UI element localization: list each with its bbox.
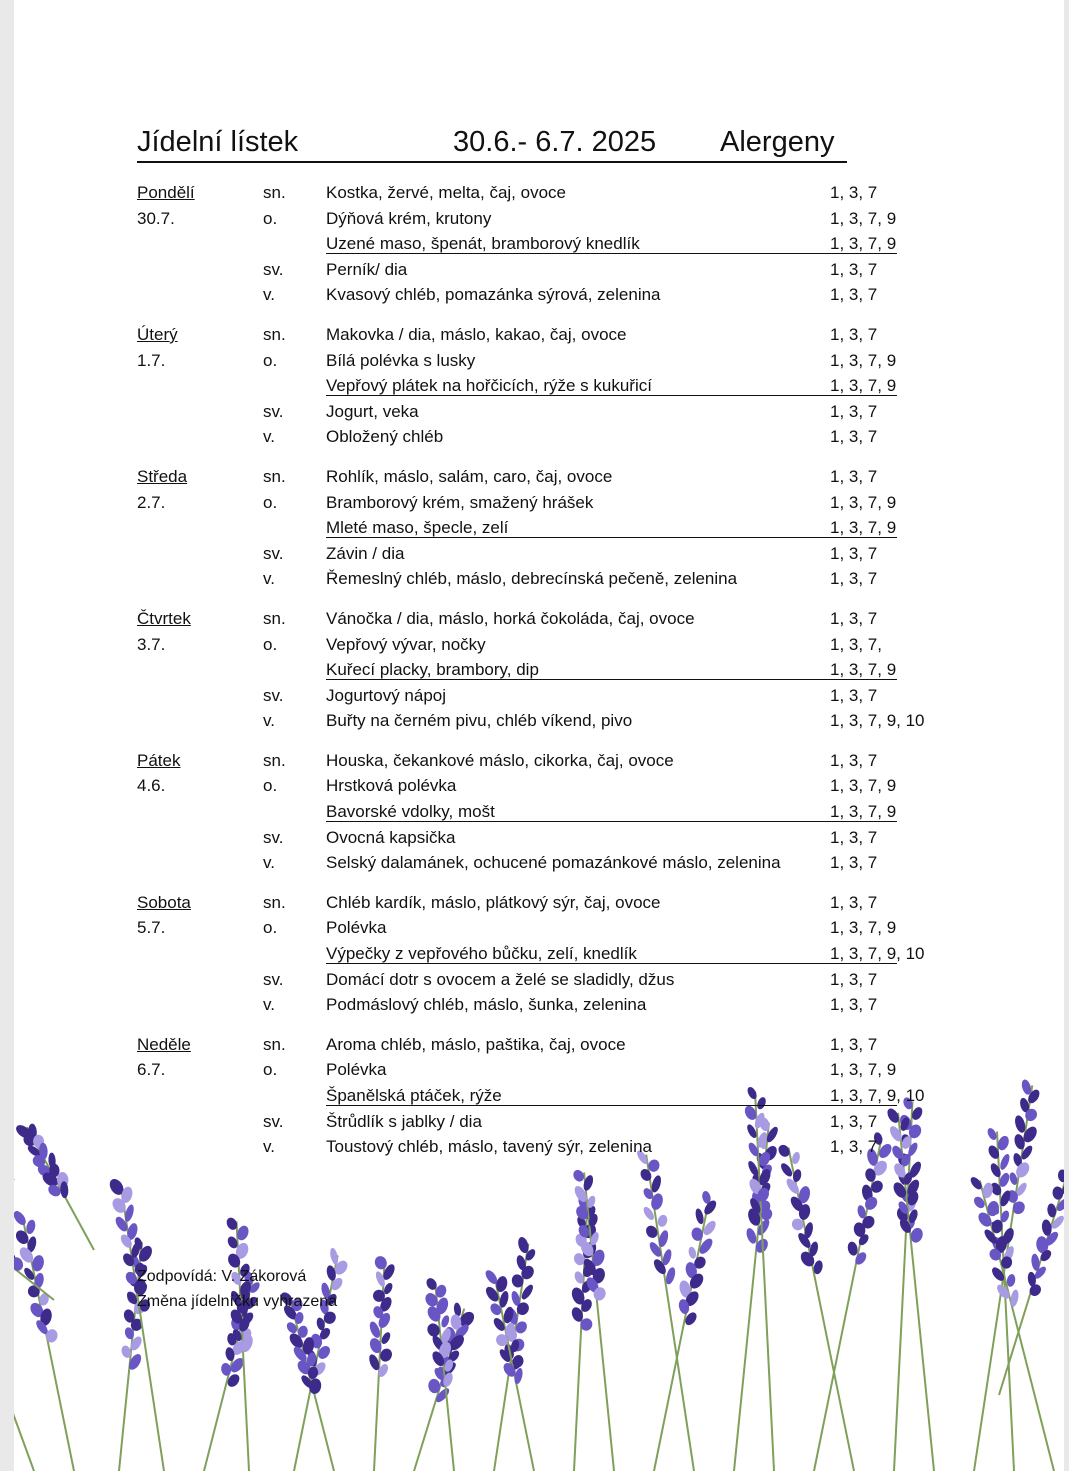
meal-allergens: 1, 3, 7 <box>830 892 878 912</box>
menu-row <box>137 915 1037 941</box>
meal-food: Obložený chléb <box>326 427 444 447</box>
lavender-bud <box>14 1209 28 1227</box>
meal-food: Hrstková polévka <box>326 776 457 796</box>
meal-type: v. <box>263 995 275 1015</box>
meal-allergens: 1, 3, 7, 9 <box>830 802 897 822</box>
lavender-bud <box>1041 1219 1053 1236</box>
meal-type: o. <box>263 208 278 228</box>
meal-allergens: 1, 3, 7 <box>830 285 878 305</box>
meal-allergens: 1, 3, 7, 9, 10 <box>830 1086 925 1105</box>
day-name: Pondělí <box>137 183 195 202</box>
lavender-bud <box>656 1214 668 1228</box>
day-block <box>137 180 1037 308</box>
day-block <box>137 606 1037 734</box>
meal-allergens: 1, 3, 7 <box>830 608 878 628</box>
meal-allergens: 1, 3, 7 <box>830 466 878 486</box>
meal-type: sv. <box>263 543 284 563</box>
menu-row <box>137 515 1037 541</box>
meal-allergens: 1, 3, 7, 9 <box>830 492 897 512</box>
menu-row <box>137 257 1037 283</box>
meal-allergens: 1, 3, 7, 9 <box>830 234 897 254</box>
meal-food: Polévka <box>326 1060 387 1080</box>
meal-type: v. <box>263 853 275 873</box>
meal-food: Vepřový plátek na hořčicích, rýže s kukuřicí <box>326 376 652 396</box>
meal-type: v. <box>263 427 275 447</box>
footer <box>137 1264 337 1314</box>
day-block <box>137 322 1037 450</box>
meal-type: v. <box>263 569 275 589</box>
meal-allergens: 1, 3, 7, 9 <box>830 1060 897 1080</box>
day-block <box>137 464 1037 592</box>
day-date: 5.7. <box>137 918 166 938</box>
meal-food: Dýňová krém, krutony <box>326 208 492 228</box>
menu-row <box>137 1057 1037 1083</box>
day-block <box>137 748 1037 876</box>
meal-type: v. <box>263 1137 275 1157</box>
meal-food: Řemeslný chléb, máslo, debrecínská pečeně, zelenina <box>326 569 738 589</box>
meal-food: Závin / dia <box>326 543 405 563</box>
menu-row <box>137 464 1037 490</box>
menu-row <box>137 490 1037 516</box>
meal-food: Aroma chléb, máslo, paštika, čaj, ovoce <box>326 1034 626 1054</box>
meal-allergens: 1, 3, 7 <box>830 827 878 847</box>
menu-row <box>137 206 1037 232</box>
meal-food: Selský dalamánek, ochucené pomazánkové máslo, zelenina <box>326 853 781 873</box>
menu-row <box>137 632 1037 658</box>
menu-title: Jídelní lístek <box>137 126 299 158</box>
menu-row <box>137 1109 1037 1135</box>
menu-row <box>137 606 1037 632</box>
day-name: Úterý <box>137 324 178 344</box>
lavender-bud <box>1057 1169 1064 1183</box>
meal-allergens: 1, 3, 7 <box>830 183 878 202</box>
meal-food: Rohlík, máslo, salám, caro, čaj, ovoce <box>326 466 613 486</box>
meal-food: Bramborový krém, smažený hrášek <box>326 492 594 512</box>
meal-type: sv. <box>263 685 284 705</box>
meal-food: Kuřecí placky, brambory, dip <box>326 660 539 680</box>
meal-type: sn. <box>263 750 286 770</box>
meal-allergens: 1, 3, 7 <box>830 995 878 1015</box>
menu-row <box>137 348 1037 374</box>
meal-allergens: 1, 3, 7 <box>830 685 878 705</box>
meal-food: Jogurtový nápoj <box>326 685 447 705</box>
meal-type: sv. <box>263 969 284 989</box>
meal-food: Vepřový vývar, nočky <box>326 634 486 654</box>
meal-type: sn. <box>263 466 286 486</box>
meal-food: Jogurt, veka <box>326 401 419 421</box>
meal-allergens: 1, 3, 7 <box>830 969 878 989</box>
meal-food: Uzené maso, špenát, bramborový knedlík <box>326 234 640 254</box>
meal-type: o. <box>263 1060 278 1080</box>
meal-type: sv. <box>263 1111 284 1131</box>
menu-row <box>137 850 1037 876</box>
meal-type: sv. <box>263 827 284 847</box>
menu-header <box>137 121 847 163</box>
menu-row <box>137 1083 1037 1109</box>
meal-food: Makovka / dia, máslo, kakao, čaj, ovoce <box>326 324 627 344</box>
meal-type: sv. <box>263 401 284 421</box>
lavender-stem <box>788 1148 854 1471</box>
meal-type: v. <box>263 711 275 731</box>
menu-row <box>137 825 1037 851</box>
meal-food: Ovocná kapsička <box>326 827 456 847</box>
lavender-bud <box>687 1246 697 1260</box>
meal-allergens: 1, 3, 7, 9 <box>830 376 897 396</box>
menu-row <box>137 890 1037 916</box>
menu-row <box>137 773 1037 799</box>
meal-allergens: 1, 3, 7, 9, 10 <box>830 711 925 731</box>
meal-food: Perník/ dia <box>326 259 408 279</box>
meal-type: o. <box>263 776 278 796</box>
meal-food: Toustový chléb, máslo, tavený sýr, zelenina <box>326 1137 652 1157</box>
meal-allergens: 1, 3, 7 <box>830 853 878 873</box>
meal-allergens: 1, 3, 7 <box>830 259 878 279</box>
menu-row <box>137 399 1037 425</box>
day-name: Středa <box>137 466 188 486</box>
day-name: Sobota <box>137 892 191 912</box>
meal-type: o. <box>263 492 278 512</box>
lavender-bud <box>694 1208 705 1225</box>
meal-type: sn. <box>263 324 286 344</box>
meal-allergens: 1, 3, 7, 9, 10 <box>830 944 925 964</box>
meal-type: o. <box>263 918 278 938</box>
menu-row <box>137 282 1037 308</box>
menu-page <box>14 0 1064 1471</box>
meal-allergens: 1, 3, 7 <box>830 427 878 447</box>
meal-allergens: 1, 3, 7 <box>830 1034 878 1054</box>
meal-type: sn. <box>263 608 286 628</box>
menu-row <box>137 322 1037 348</box>
day-date: 6.7. <box>137 1060 166 1080</box>
day-block <box>137 1032 1037 1160</box>
meal-food: Houska, čekankové máslo, cikorka, čaj, ovoce <box>326 750 674 770</box>
meal-food: Výpečky z vepřového bůčku, zelí, knedlík <box>326 944 637 964</box>
meal-allergens: 1, 3, 7 <box>830 750 878 770</box>
weekly-menu <box>137 180 1037 1174</box>
meal-food: Polévka <box>326 918 387 938</box>
menu-row <box>137 941 1037 967</box>
menu-row <box>137 657 1037 683</box>
menu-row <box>137 683 1037 709</box>
meal-allergens: 1, 3, 7, <box>830 634 882 654</box>
meal-type: sv. <box>263 259 284 279</box>
day-name: Čtvrtek <box>137 608 191 628</box>
meal-food: Chléb kardík, máslo, plátkový sýr, čaj, ovoce <box>326 892 661 912</box>
meal-allergens: 1, 3, 7 <box>830 1111 878 1131</box>
meal-food: Bílá polévka s lusky <box>326 350 476 370</box>
meal-allergens: 1, 3, 7, 9 <box>830 350 897 370</box>
meal-allergens: 1, 3, 7 <box>830 569 878 589</box>
day-date: 4.6. <box>137 776 166 796</box>
allergens-heading: Alergeny <box>720 126 835 158</box>
day-block <box>137 890 1037 1018</box>
menu-row <box>137 1032 1037 1058</box>
menu-row <box>137 748 1037 774</box>
meal-food: Španělská ptáček, rýže <box>326 1086 502 1105</box>
lavender-stem <box>14 1274 34 1471</box>
menu-row <box>137 708 1037 734</box>
menu-row <box>137 180 1037 206</box>
meal-allergens: 1, 3, 7, 9 <box>830 208 897 228</box>
menu-row <box>137 799 1037 825</box>
menu-row <box>137 541 1037 567</box>
day-date: 1.7. <box>137 350 166 370</box>
meal-allergens: 1, 3, 7, 9 <box>830 776 897 796</box>
meal-type: o. <box>263 634 278 654</box>
meal-food: Kvasový chléb, pomazánka sýrová, zelenina <box>326 285 661 305</box>
meal-type: v. <box>263 285 275 305</box>
meal-allergens: 1, 3, 7, 9 <box>830 918 897 938</box>
meal-allergens: 1, 3, 7 <box>830 1137 878 1157</box>
menu-date-range: 30.6.- 6.7. 2025 <box>453 126 657 158</box>
day-date: 2.7. <box>137 492 166 512</box>
meal-allergens: 1, 3, 7, 9 <box>830 660 897 680</box>
meal-food: Bavorské vdolky, mošt <box>326 802 495 822</box>
menu-change-note: Změna jídelníčku vyhrazena <box>137 1293 338 1310</box>
meal-allergens: 1, 3, 7 <box>830 401 878 421</box>
menu-row <box>137 1134 1037 1160</box>
menu-row <box>137 373 1037 399</box>
meal-allergens: 1, 3, 7, 9 <box>830 518 897 538</box>
meal-food: Mleté maso, špecle, zelí <box>326 518 509 538</box>
meal-type: sn. <box>263 892 286 912</box>
meal-food: Kostka, žervé, melta, čaj, ovoce <box>326 183 566 202</box>
meal-allergens: 1, 3, 7 <box>830 543 878 563</box>
meal-food: Buřty na černém pivu, chléb víkend, pivo <box>326 711 633 731</box>
day-name: Pátek <box>137 750 181 770</box>
meal-food: Domácí dotr s ovocem a želé se sladidly, džus <box>326 969 675 989</box>
menu-row <box>137 231 1037 257</box>
meal-type: o. <box>263 350 278 370</box>
responsible-person: Zodpovídá: V. Zákorová <box>137 1268 307 1285</box>
day-date: 3.7. <box>137 634 166 654</box>
meal-food: Podmáslový chléb, máslo, šunka, zelenina <box>326 995 647 1015</box>
meal-allergens: 1, 3, 7 <box>830 324 878 344</box>
menu-row <box>137 566 1037 592</box>
meal-type: sn. <box>263 183 286 202</box>
meal-food: Vánočka / dia, máslo, horká čokoláda, čaj, ovoce <box>326 608 695 628</box>
day-name: Neděle <box>137 1034 191 1054</box>
menu-row <box>137 967 1037 993</box>
meal-type: sn. <box>263 1034 286 1054</box>
lavender-bud <box>440 1314 451 1328</box>
meal-food: Štrůdlík s jablky / dia <box>326 1111 482 1131</box>
menu-row <box>137 424 1037 450</box>
menu-row <box>137 992 1037 1018</box>
day-date: 30.7. <box>137 208 175 228</box>
